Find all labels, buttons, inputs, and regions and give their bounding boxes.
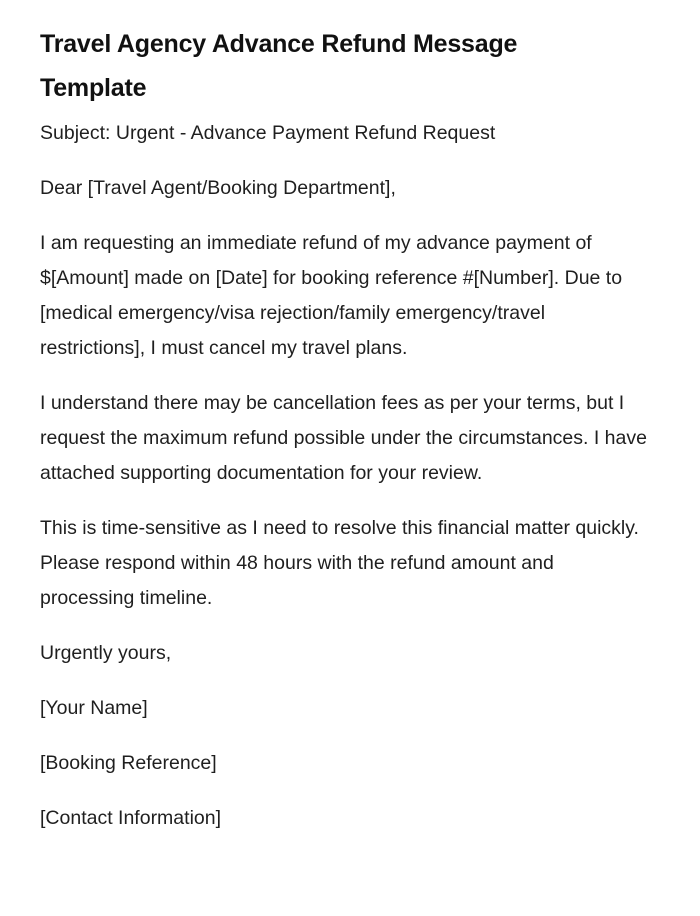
salutation: Dear [Travel Agent/Booking Department],: [40, 177, 396, 199]
signature-booking-reference: [Booking Reference]: [40, 752, 217, 774]
signature-contact-information: [Contact Information]: [40, 807, 222, 829]
closing-line: Urgently yours,: [40, 642, 172, 664]
body-paragraph-3: This is time-sensitive as I need to resolve this financial matter quickly. Please respond within 48 hours with the refund amount and processing timeline.: [40, 517, 639, 609]
subject-line: Subject: Urgent - Advance Payment Refund Request: [40, 122, 496, 144]
signature-name: [Your Name]: [40, 697, 148, 719]
body-paragraph-1: I am requesting an immediate refund of my advance payment of $[Amount] made on [Date] for booking reference #[Number]. Due to [medical emergency/visa rejection/family emergency/travel restrictions], I must cancel my travel plans.: [40, 232, 623, 359]
body-paragraph-2: I understand there may be cancellation fees as per your terms, but I request the maximum refund possible under the circumstances. I have attached supporting documentation for your review.: [40, 392, 647, 484]
letter-body: [40, 116, 660, 836]
document-title: Travel Agency Advance Refund Message Template: [40, 30, 518, 102]
